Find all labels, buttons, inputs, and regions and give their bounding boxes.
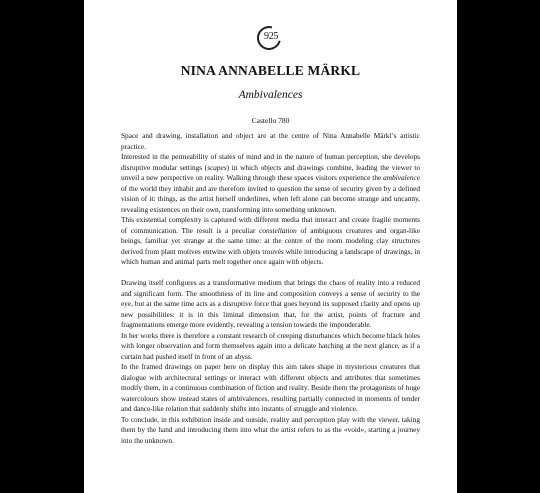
paragraph-text: Drawing itself configures as a transformative medium that brings the chaos of reality into a reduced and significant form. The smoothness of its line and composition conveys a sense of security to the eye, but at the same time acts as a disruptive force that goes beyond its supposed clarity and opens up new possibilities: it is in this liminal dimension that, for the artist, points of fracture and fragmentations emerge more evidently, revealing a tension towards the imponderable. bbox=[121, 278, 420, 329]
document-page bbox=[84, 0, 457, 493]
paragraph-text: ) in which objects and drawings combine, leading the viewer to unveil a new perspective on reality. Walking through these spaces visitors experience the bbox=[121, 162, 420, 182]
paragraph bbox=[121, 278, 420, 331]
paragraph bbox=[121, 152, 420, 215]
artist-name: NINA ANNABELLE MÄRKL bbox=[180, 63, 361, 78]
exhibition-title: Ambivalences bbox=[238, 89, 303, 101]
paragraph-text: of ambiguous creatures and organ-like beings, familiar yet strange at the same time: at the centre of the room modeling clay structures derived from plant motives entwine with objets trouvés while introducing a landscape of drawings, in which human and animal parts melt together once again with objects. bbox=[121, 225, 420, 266]
body-text bbox=[121, 131, 420, 446]
italic-term: constellation bbox=[259, 225, 297, 235]
paragraph-text: In the framed drawings on paper here on display this aim takes shape in mysterious creatures that dialogue with architectural settings or interact with different objects and attributes that sometimes modify them, in a continuous combination of fiction and reality. Beside them the protagonists of huge watercolours show instead states of ambivalences, resulting partially connected in moments of tender and dance-like relation that suddenly shifts into instants of struggle and violence. bbox=[121, 362, 420, 413]
venue-label: Castello 780 bbox=[251, 116, 290, 125]
paragraph bbox=[121, 131, 420, 152]
paragraph bbox=[121, 331, 420, 363]
paragraph-text: This existential complexity is captured with different media that interact and create fragile moments of communication. The result is a peculiar bbox=[121, 215, 420, 235]
paragraph bbox=[121, 362, 420, 415]
paragraph bbox=[121, 215, 420, 268]
gallery-logo bbox=[254, 20, 288, 54]
paragraph-text: of the world they inhabit and are therefore invited to question the sense of security given by a defined vision of it: things, as the artist herself underlines, when left alone can become strange and uncanny, revealing existences on their own, transforming into something unknown. bbox=[121, 183, 420, 214]
paragraph-text: Space and drawing, installation and object are at the centre of Nina Annabelle Märkl’s artistic practice. bbox=[121, 131, 420, 151]
paragraph bbox=[121, 415, 420, 447]
italic-term: ambivalence bbox=[383, 173, 420, 182]
paragraph-text: In her works there is therefore a constant research of creeping disturbances which become black holes with longer observation and form themselves again into a delicate hatching at the next glance, as if a curtain had pushed itself in front of an abyss. bbox=[121, 330, 420, 361]
paragraph-text: To conclude, in this exhibition inside and outside, reality and perception play with the viewer, taking them by the hand and introducing them into what the artist refers to as the «void», starting a journey into the unknown. bbox=[121, 414, 420, 445]
logo-number: 925 bbox=[264, 31, 279, 42]
paragraph-text: Interested in the permeability of states of mind and in the nature of human perception, she develops disruptive modular settings ( bbox=[121, 152, 420, 172]
italic-term: scapes bbox=[207, 162, 227, 172]
